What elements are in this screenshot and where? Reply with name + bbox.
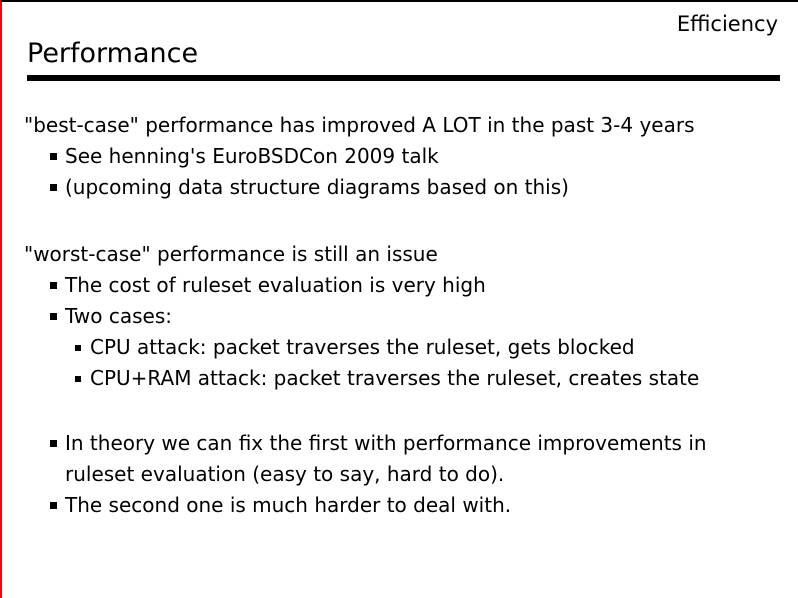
page-title: Performance [27,38,199,69]
bullet-square-icon [50,502,57,509]
bullet-text: CPU attack: packet traverses the ruleset, gets blocked [90,335,635,359]
bullet-item [2,141,798,172]
sub-bullet-item [2,332,798,363]
section-gap [2,394,798,428]
corner-label: Efficiency [676,12,778,36]
bullet-item [2,490,798,521]
bullet-item [2,172,798,203]
bullet-square-icon [75,345,81,351]
section-gap [2,203,798,239]
bullet-text: In theory we can fix the first with performance improvements in [65,431,707,455]
bullet-continuation-line [2,459,798,490]
bullet-item [2,270,798,301]
bullet-item [2,301,798,332]
bullet-item [2,428,798,459]
bullet-square-icon [75,376,81,382]
bullet-square-icon [50,313,57,320]
bullet-text: See henning's EuroBSDCon 2009 talk [65,144,439,168]
bullet-text: Two cases: [65,304,172,328]
bullet-text: ruleset evaluation (easy to say, hard to do). [65,462,505,486]
paragraph-worst-case: "worst-case" performance is still an issue [24,242,438,266]
slide-body [2,110,798,521]
bullet-square-icon [50,440,57,447]
bullet-text: (upcoming data structure diagrams based on this) [65,175,569,199]
title-underline [27,75,780,81]
bullet-text: The second one is much harder to deal with. [65,493,512,517]
bullet-square-icon [50,184,57,191]
sub-bullet-item [2,363,798,394]
bullet-square-icon [50,153,57,160]
bullet-text: CPU+RAM attack: packet traverses the ruleset, creates state [90,366,700,390]
bullet-text: The cost of ruleset evaluation is very high [65,273,486,297]
paragraph-best-case: "best-case" performance has improved A LOT in the past 3-4 years [24,113,695,137]
bullet-square-icon [50,282,57,289]
